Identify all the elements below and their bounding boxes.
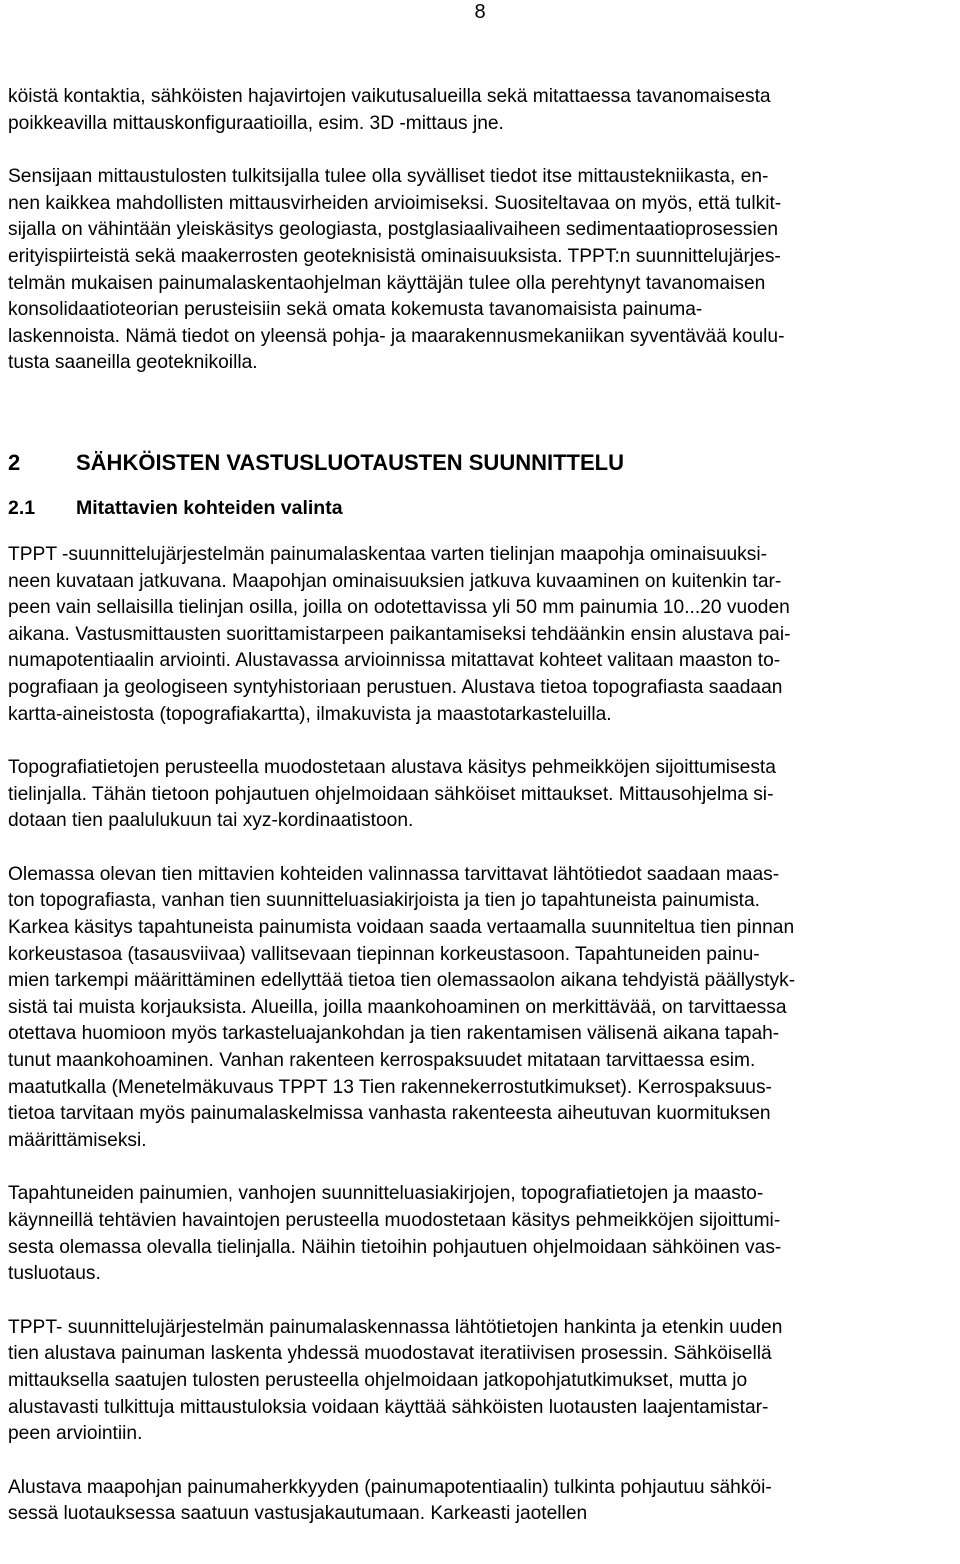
paragraph-7 <box>8 1315 952 1448</box>
text-line: määrittämiseksi. <box>8 1129 147 1151</box>
text-line: käynneillä tehtävien havaintojen perusteella muodostetaan käsitys pehmeikköjen sijoittumi- <box>8 1210 781 1231</box>
text-line: Topografiatietojen perusteella muodostetaan alustava käsitys pehmeikköjen sijoittumisesta <box>8 757 776 779</box>
text-line: mien tarkempi määrittäminen edellyttää tietoa tien olemassaolon aikana tehdyistä päällystyk- <box>8 970 796 992</box>
subsection-heading <box>8 495 952 521</box>
subsection-number: 2.1 <box>8 496 36 519</box>
paragraph-3 <box>8 542 952 728</box>
text-line: dotaan tien paalulukuun tai xyz-kordinaatistoon. <box>8 810 414 832</box>
text-line: numapotentiaalin arviointi. Alustavassa arvioinnissa mitattavat kohteet valitaan maaston to- <box>8 650 781 672</box>
section-title: SÄHKÖISTEN VASTUSLUOTAUSTEN SUUNNITTELU <box>76 449 624 475</box>
text-line: alustavasti tulkittuja mittaustuloksia voidaan käyttää sähköisten luotausten laajentamistar- <box>8 1396 769 1418</box>
page-number: 8 <box>474 1 486 23</box>
text-line: tusta saaneilla geoteknikoilla. <box>8 352 258 374</box>
paragraph-6 <box>8 1181 952 1287</box>
text-line: erityispiirteistä sekä maakerrosten geoteknisistä ominaisuuksista. TPPT:n suunnittelujärjes- <box>8 245 781 267</box>
text-line: laskennoista. Nämä tiedot on yleensä pohja- ja maarakennusmekaniikan syventävää koulu- <box>8 325 785 347</box>
text-line: maatutkalla (Menetelmäkuvaus TPPT 13 Tien rakennekerrostutkimukset). Kerrospaksuus- <box>8 1076 772 1098</box>
paragraph-1 <box>8 84 952 137</box>
text-line: tielinjalla. Tähän tietoon pohjautuen ohjelmoidaan sähköiset mittaukset. Mittausohjelma si- <box>8 783 774 805</box>
text-line: tien alustava painuman laskenta yhdessä muodostavat iteratiivisen prosessin. Sähköisellä <box>8 1343 772 1365</box>
section-heading <box>8 449 952 477</box>
text-line: tusluotaus. <box>8 1263 101 1285</box>
text-line: peen vain sellaisilla tielinjan osilla, joilla on odotettavissa yli 50 mm painumia 10...20 vuoden <box>8 597 790 619</box>
text-line: Tapahtuneiden painumien, vanhojen suunnitteluasiakirjojen, topografiatietojen ja maasto- <box>8 1183 764 1205</box>
text-line: köistä kontaktia, sähköisten hajavirtojen vaikutusalueilla sekä mitattaessa tavanomaisesta <box>8 86 771 107</box>
text-line: Olemassa olevan tien mittavien kohteiden valinnassa tarvittavat lähtötiedot saadaan maas- <box>8 863 780 885</box>
text-line: otettava huomioon myös tarkasteluajankohdan ja tien rakentamisen välisenä aikana tapah- <box>8 1023 780 1045</box>
text-line: mittauksella saatujen tulosten perusteella ohjelmoidaan jatkopohjatutkimukset, mutta jo <box>8 1369 748 1391</box>
text-line: Sensijaan mittaustulosten tulkitsijalla tulee olla syvälliset tiedot itse mittaustekniikasta, en- <box>8 166 769 188</box>
text-line: kartta-aineistosta (topografiakartta), ilmakuvista ja maastotarkasteluilla. <box>8 703 612 725</box>
subsection-title: Mitattavien kohteiden valinta <box>76 496 343 519</box>
text-line: ton topografiasta, vanhan tien suunnitteluasiakirjoista ja tien jo tapahtuneista painumista. <box>8 890 760 912</box>
paragraph-5 <box>8 862 952 1155</box>
page-content <box>8 84 952 1528</box>
text-line: sesta olemassa olevalla tielinjalla. Näihin tietoihin pohjautuen ohjelmoidaan sähköinen vas- <box>8 1236 782 1258</box>
text-line: telmän mukaisen painumalaskentaohjelman käyttäjän tulee olla perehtynyt tavanomaisen <box>8 272 766 294</box>
text-line: neen kuvataan jatkuvana. Maapohjan ominaisuuksien jatkuva kuvaaminen on kuitenkin tar- <box>8 570 782 592</box>
text-line: Karkea käsitys tapahtuneista painumista voidaan saada vertaamalla suunniteltua tien pinnan <box>8 917 795 939</box>
text-line: tunut maankohoaminen. Vanhan rakenteen kerrospaksuudet mitataan tarvittaessa esim. <box>8 1050 756 1072</box>
text-line: peen arviointiin. <box>8 1423 143 1445</box>
text-line: konsolidaatioteorian perusteisiin sekä omata kokemusta tavanomaisista painuma- <box>8 299 703 321</box>
text-line: aikana. Vastusmittausten suorittamistarpeen paikantamiseksi tehdäänkin ensin alustava pai- <box>8 623 791 645</box>
text-line: korkeustasoa (tasausviivaa) vallitsevaan tiepinnan korkeustasoon. Tapahtuneiden painu- <box>8 943 760 965</box>
text-line: sessä luotauksessa saatuun vastusjakautumaan. Karkeasti jaotellen <box>8 1503 588 1525</box>
paragraph-2 <box>8 164 952 377</box>
text-line: sijalla on vähintään yleiskäsitys geologiasta, postglasiaalivaiheen sedimentaatioprosessien <box>8 219 779 241</box>
text-line: tietoa tarvitaan myös painumalaskelmissa vanhasta rakenteesta aiheutuvan kuormituksen <box>8 1103 771 1125</box>
text-line: pografiaan ja geologiseen syntyhistoriaan perustuen. Alustava tietoa topografiasta saadaan <box>8 676 783 698</box>
text-line: sistä tai muista korjauksista. Alueilla, joilla maankohoaminen on merkittävää, on tarvittaessa <box>8 996 787 1018</box>
section-number: 2 <box>8 449 21 475</box>
text-line: TPPT- suunnittelujärjestelmän painumalaskennassa lähtötietojen hankinta ja etenkin uuden <box>8 1316 783 1338</box>
paragraph-8 <box>8 1475 952 1528</box>
text-line: nen kaikkea mahdollisten mittausvirheiden arvioimiseksi. Suositeltavaa on myös, että tulkit- <box>8 192 782 214</box>
text-line: Alustava maapohjan painumaherkkyyden (painumapotentiaalin) tulkinta pohjautuu sähköi- <box>8 1476 772 1498</box>
text-line: TPPT -suunnittelujärjestelmän painumalaskentaa varten tielinjan maapohja ominaisuuksi- <box>8 543 768 565</box>
paragraph-4 <box>8 755 952 835</box>
text-line: poikkeavilla mittauskonfiguraatioilla, esim. 3D -mittaus jne. <box>8 112 504 134</box>
